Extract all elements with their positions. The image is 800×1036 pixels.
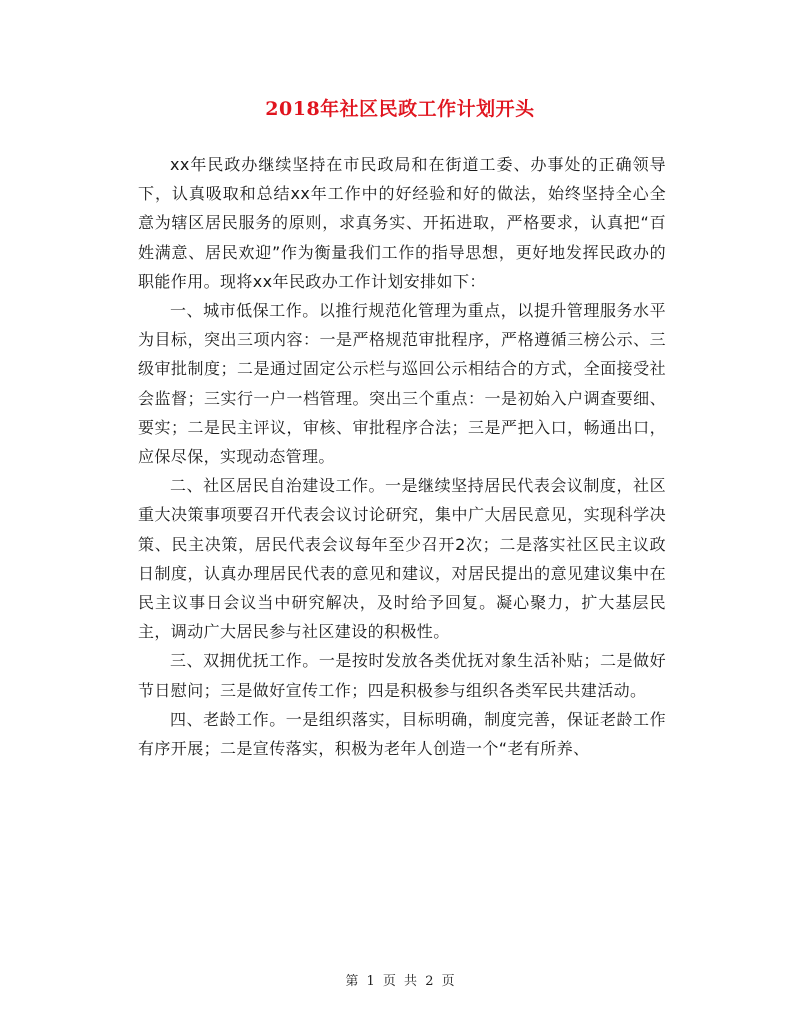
document-body xyxy=(138,150,666,763)
paragraph-section-1: 一、城市低保工作。以推行规范化管理为重点，以提升管理服务水平为目标，突出三项内容：一是严格规范审批程序，严格遵循三榜公示、三级审批制度；二是通过固定公示栏与巡回公示相结合的方式，全面接受社会监督；三实行一户一档管理。突出三个重点：一是初始入户调查要细、要实；二是民主评议，审核、审批程序合法；三是严把入口，畅通出口，应保尽保，实现动态管理。 xyxy=(138,301,666,467)
paragraph-intro: xx年民政办继续坚持在市民政局和在街道工委、办事处的正确领导下，认真吸取和总结xx年工作中的好经验和好的做法，始终坚持全心全意为辖区居民服务的原则，求真务实、开拓进取，严格要求，认真把“百姓满意、居民欢迎”作为衡量我们工作的指导思想，更好地发挥民政办的职能作用。现将xx年民政办工作计划安排如下： xyxy=(138,155,666,291)
paragraph-section-4: 四、老龄工作。一是组织落实，目标明确，制度完善，保证老龄工作有序开展；二是宣传落实，积极为老年人创造一个“老有所养、 xyxy=(138,709,666,759)
page-footer: 第 1 页 共 2 页 xyxy=(345,974,455,989)
document-title: 2018年社区民政工作计划开头 xyxy=(265,98,535,120)
paragraph-section-2: 二、社区居民自治建设工作。一是继续坚持居民代表会议制度，社区重大决策事项要召开代表会议讨论研究，集中广大居民意见，实现科学决策、民主决策，居民代表会议每年至少召开2次；二是落实社区民主议政日制度，认真办理居民代表的意见和建议，对居民提出的意见建议集中在民主议事日会议当中研究解决，及时给予回复。凝心聚力，扩大基层民主，调动广大居民参与社区建设的积极性。 xyxy=(138,476,666,642)
paragraph-section-3: 三、双拥优抚工作。一是按时发放各类优抚对象生活补贴；二是做好节日慰问；三是做好宣传工作；四是积极参与组织各类军民共建活动。 xyxy=(138,651,666,700)
